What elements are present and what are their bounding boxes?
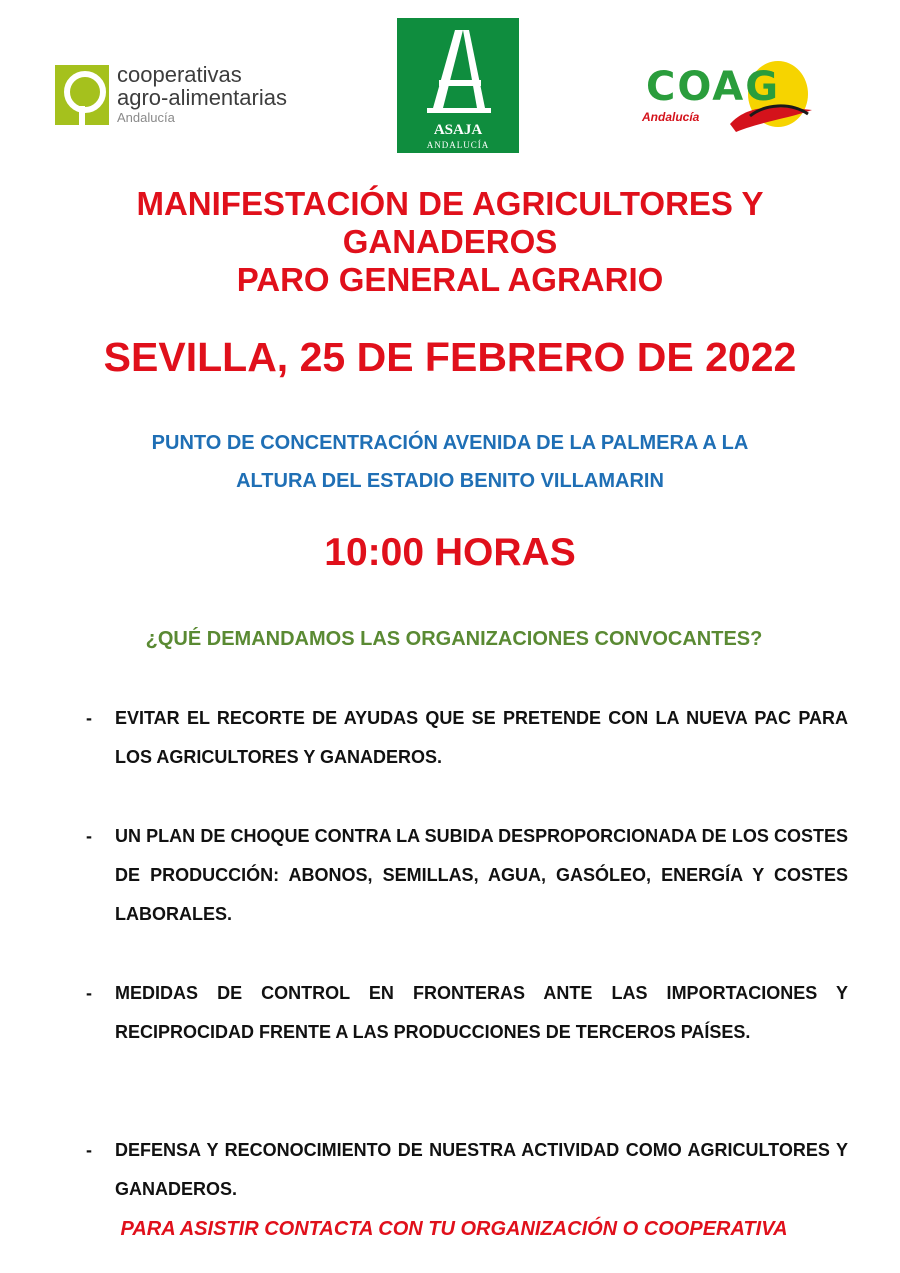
bullet-dash: - — [86, 983, 92, 1003]
title-line-1: MANIFESTACIÓN DE AGRICULTORES Y — [136, 185, 764, 222]
cooperativas-logo-region: Andalucía — [117, 110, 175, 125]
demand-item — [86, 974, 848, 1052]
title-line-3: PARO GENERAL AGRARIO — [236, 261, 664, 298]
coag-logo-name: COAG — [646, 64, 781, 110]
event-date: SEVILLA, 25 DE FEBRERO DE 2022 — [103, 334, 797, 380]
asaja-logo-name: ASAJA — [433, 122, 483, 138]
footer-call-to-action: PARA ASISTIR CONTACTA CON TU ORGANIZACIÓN O COOPERATIVA — [120, 1218, 788, 1240]
demand-text: MEDIDAS DE CONTROL EN FRONTERAS ANTE LAS IMPORTACIONES Y RECIPROCIDAD FRENTE A LAS PRODUCCIONES DE TERCEROS PAÍSES. — [115, 983, 848, 1042]
cooperativas-logo-line2: agro-alimentarias — [117, 85, 287, 110]
coag-logo-region: Andalucía — [642, 110, 700, 124]
meeting-point-line-1: PUNTO DE CONCENTRACIÓN AVENIDA DE LA PALMERA A LA — [151, 432, 749, 454]
bullet-dash: - — [86, 1140, 92, 1160]
bullet-dash: - — [86, 826, 92, 846]
coag-logo — [640, 52, 815, 137]
demand-item — [86, 817, 848, 934]
cooperativas-logo — [55, 63, 305, 131]
demand-text: DEFENSA Y RECONOCIMIENTO DE NUESTRA ACTIVIDAD COMO AGRICULTORES Y GANADEROS. — [115, 1140, 848, 1199]
bullet-dash: - — [86, 708, 92, 728]
meeting-point — [0, 424, 900, 500]
cooperativas-emblem-icon — [55, 65, 109, 125]
asaja-logo — [397, 18, 519, 153]
meeting-point-line-2: ALTURA DEL ESTADIO BENITO VILLAMARIN — [236, 470, 664, 492]
demand-item — [86, 699, 848, 777]
demand-text: UN PLAN DE CHOQUE CONTRA LA SUBIDA DESPROPORCIONADA DE LOS COSTES DE PRODUCCIÓN: ABONOS, SEMILLAS, AGUA, GASÓLEO, ENERGÍA Y COSTES LABORALES. — [115, 826, 848, 924]
event-time: 10:00 HORAS — [324, 531, 576, 574]
demand-item — [86, 1131, 848, 1209]
demand-text: EVITAR EL RECORTE DE AYUDAS QUE SE PRETENDE CON LA NUEVA PAC PARA LOS AGRICULTORES Y GANADEROS. — [115, 708, 848, 767]
title-line-2: GANADEROS — [342, 223, 558, 260]
cooperativas-logo-line1: cooperativas — [117, 62, 242, 87]
asaja-logo-region: ANDALUCÍA — [426, 140, 490, 150]
demands-heading: ¿QUÉ DEMANDAMOS LAS ORGANIZACIONES CONVOCANTES? — [145, 628, 763, 650]
page-title — [0, 185, 900, 299]
